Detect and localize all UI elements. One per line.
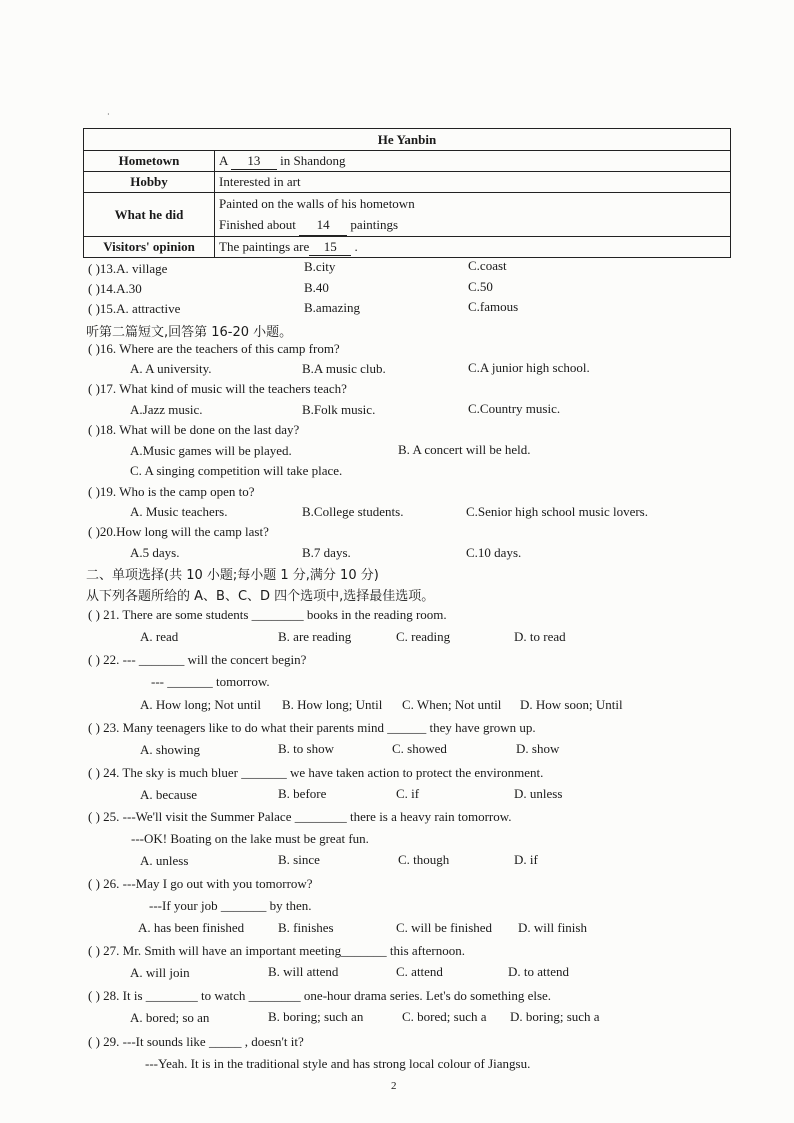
page-number: 2: [391, 1080, 397, 1092]
table-value: Interested in art: [215, 172, 731, 193]
table-value: Painted on the walls of his hometown Finished about 14 paintings: [215, 193, 731, 237]
blank-14: 14: [299, 214, 347, 236]
table-value: A 13 in Shandong: [215, 151, 731, 172]
section-2-title: 二、单项选择(共 10 小题;每小题 1 分,满分 10 分): [86, 568, 379, 583]
table-title: He Yanbin: [84, 129, 731, 151]
table-key: Visitors' opinion: [84, 237, 215, 258]
stray-mark: ·: [107, 110, 110, 119]
blank-13: 13: [231, 153, 277, 170]
section-2-instructions: 从下列各题所给的 A、B、C、D 四个选项中,选择最佳选项。: [86, 589, 435, 604]
table-key: Hobby: [84, 172, 215, 193]
info-table: [83, 128, 731, 258]
table-value: The paintings are 15 .: [215, 237, 731, 258]
table-key: What he did: [84, 193, 215, 237]
exam-page: · He Yanbin Hometown A 13 in Shandong Hobby Interested in art What he did Painted on the walls of his hometown Finished about 14 paintings Visitors' opinion The paintings are 15 . ( )13.A. village B.city C.coast ( )14.A.30 B.40 C.50 ( )15.A. attractive B.amazing C.famous 听第二篇短文,回答第 16-20 小题。 ( )16. Where are the teachers of this camp from? A. A university. B.A music club. C.A junior high school. ( )17. What kind of music will the teachers teach? A.Jazz music. B.Folk music. C.Country music. ( )18. What will be done on the last day? A.Music games will be played. B. A concert will be held. C. A singing competition will take place. ( )19. Who is the camp open to? A. Music teachers. B.College students. C.Senior high school music lovers. ( )20.How long will the camp last? A.5 days. B.7 days. C.10 days. 二、单项选择(共 10 小题;每小题 1 分,满分 10 分) 从下列各题所给的 A、B、C、D 四个选项中,选择最佳选项。 ( ) 21. There are some students ________ books in the reading room. A. read B. are reading C. reading D. to read ( ) 22. --- _______ will the concert begin? --- _______ tomorrow. A. How long; Not until B. How long; Until C. When; Not until D. How soon; Until ( ) 23. Many teenagers like to do what their parents mind ______ they have grown up. A. showing B. to show C. showed D. show ( ) 24. The sky is much bluer _______ we have taken action to protect the environment. A. because B. before C. if D. unless ( ) 25. ---We'll visit the Summer Palace ________ there is a heavy rain tomorrow. ---OK! Boating on the lake must be great fun. A. unless B. since C. though D. if ( ) 26. ---May I go out with you tomorrow? ---If your job _______ by then. A. has been finished B. finishes C. will be finished D. will finish ( ) 27. Mr. Smith will have an important meeting_______ this afternoon. A. will join B. will attend C. attend D. to attend ( ) 28. It is ________ to watch ________ one-hour drama series. Let's do something else. A. bored; so an B. boring; such an C. bored; such a D. boring; such a ( ) 29. ---It sounds like _____ , doesn't it? ---Yeah. It is in the traditional style and has strong local colour of Jiangsu. 2: [0, 0, 794, 1123]
table-key: Hometown: [84, 151, 215, 172]
blank-15: 15: [309, 239, 351, 256]
section-heading-16-20: 听第二篇短文,回答第 16-20 小题。: [86, 325, 293, 340]
